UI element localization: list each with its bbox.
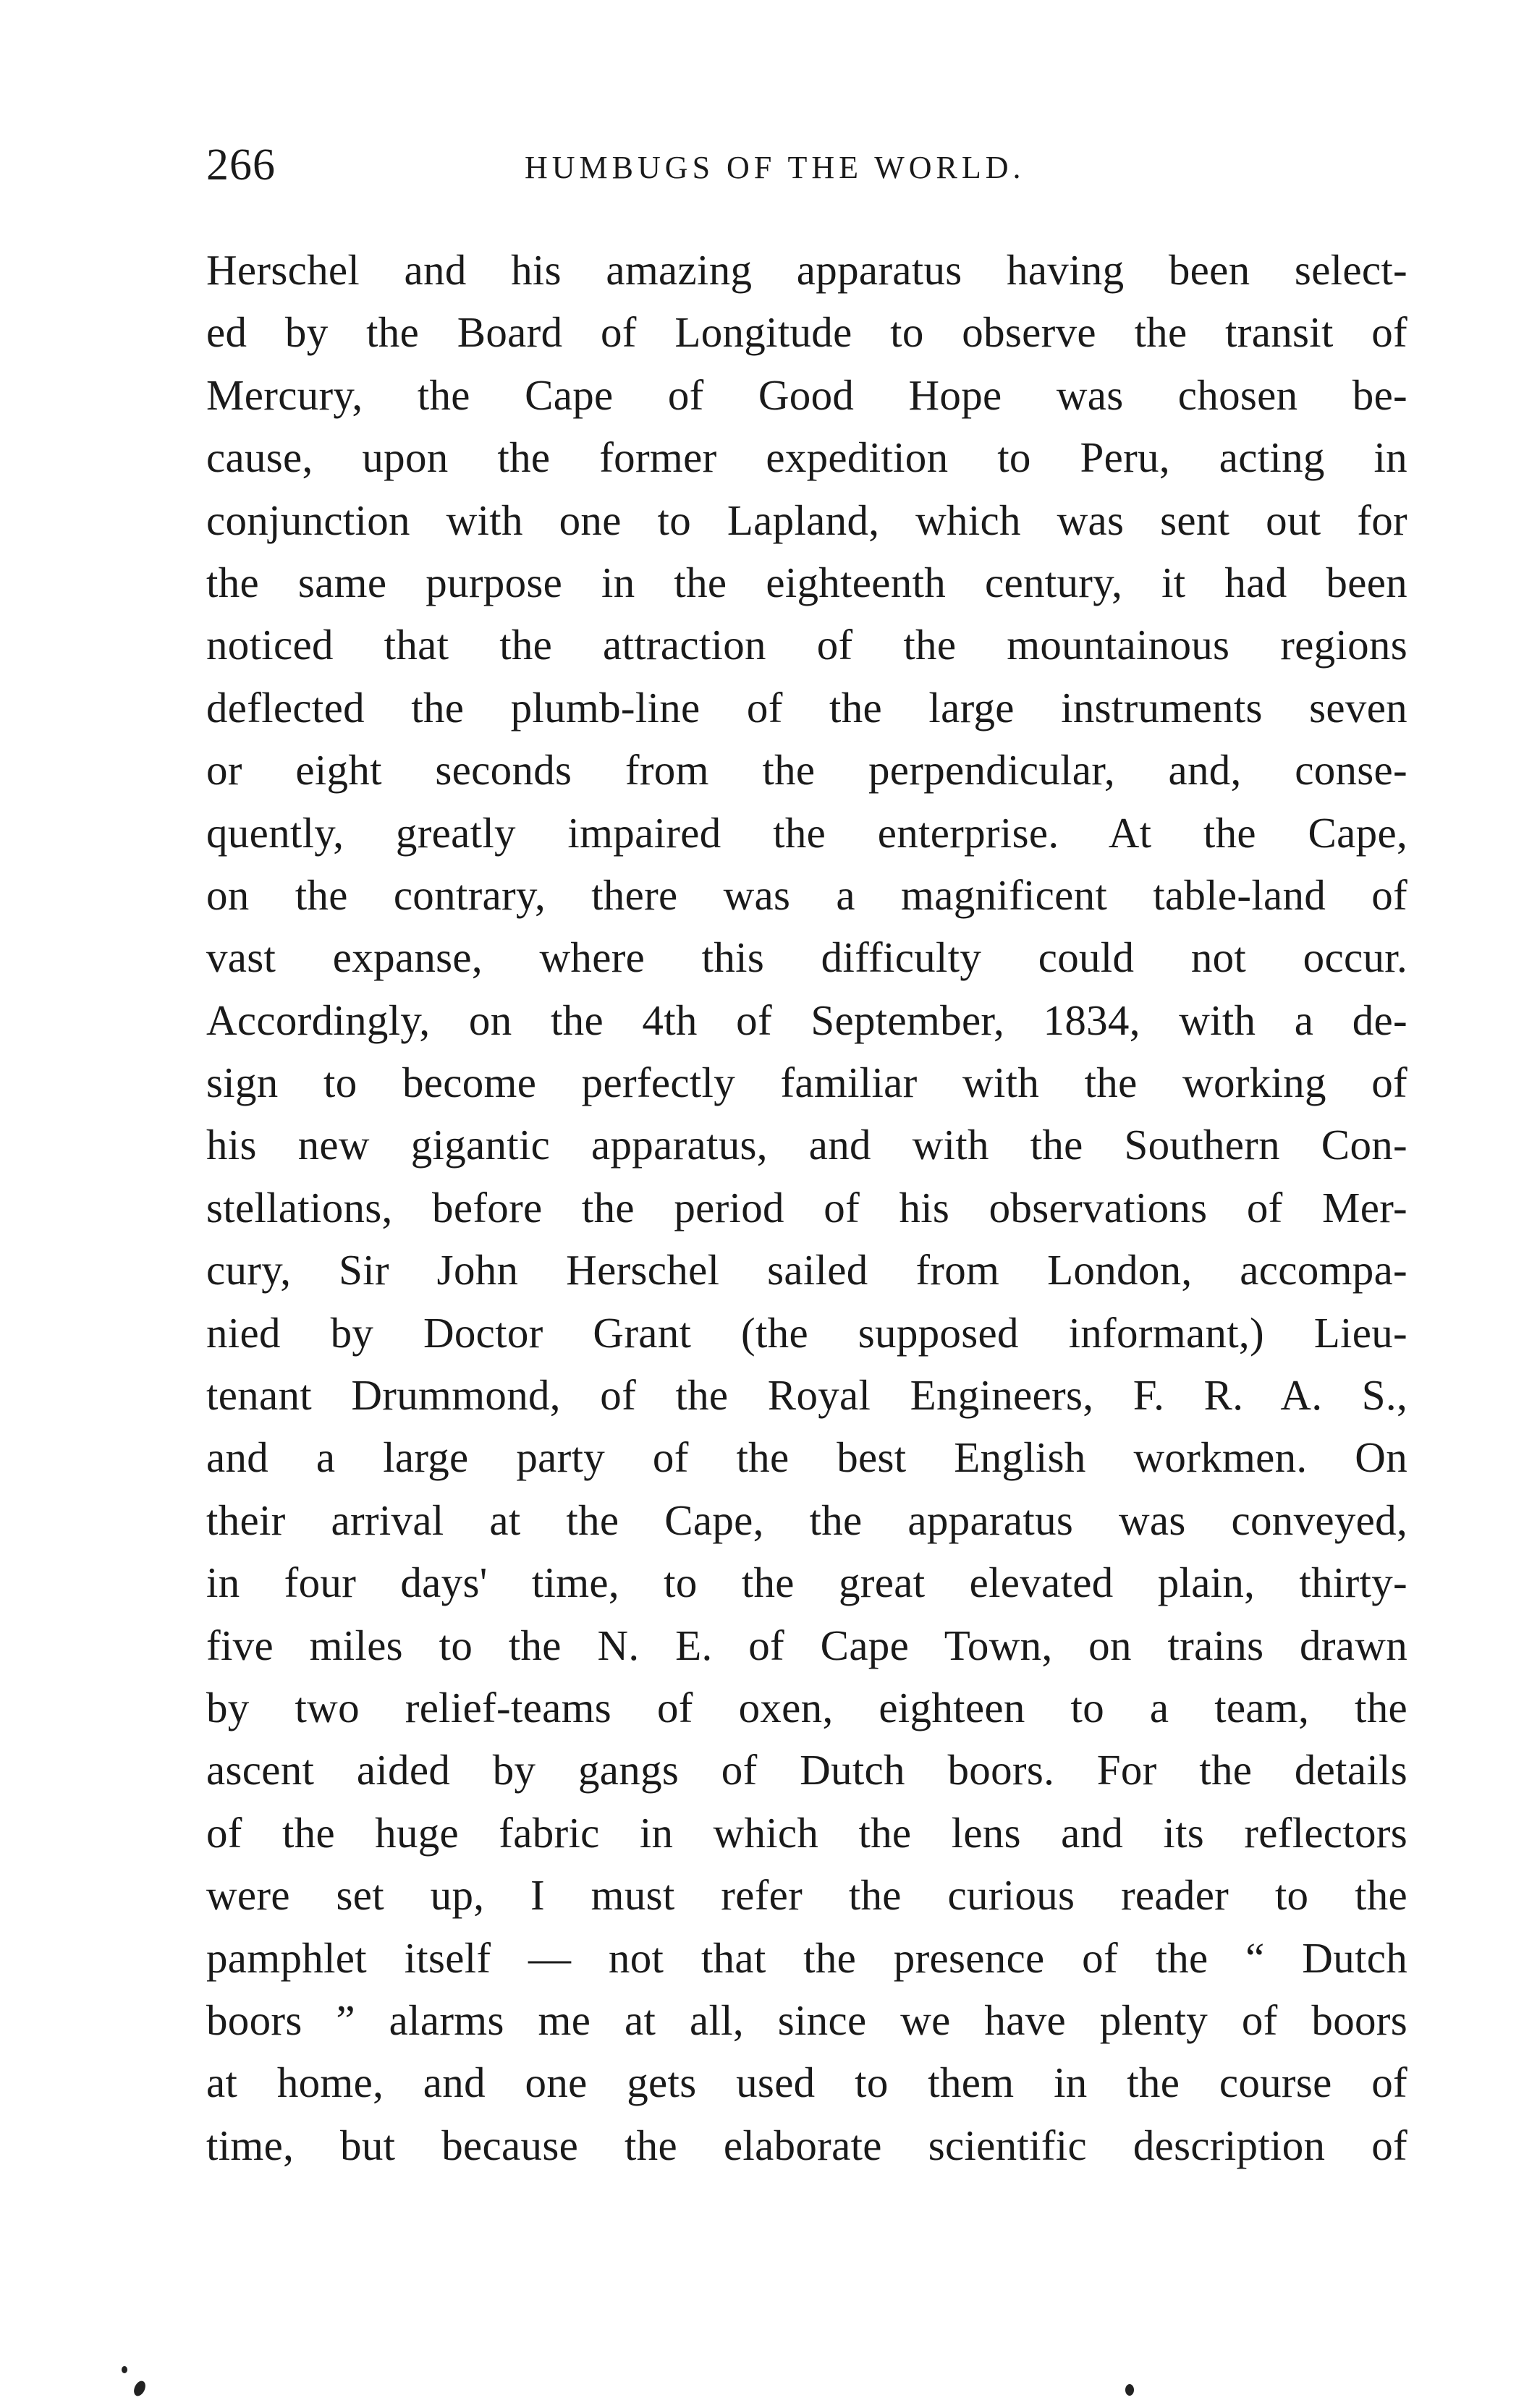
text-line: boors ” alarms me at all, since we have plenty of boors <box>206 1996 1407 2044</box>
ink-speck <box>1125 2384 1134 2396</box>
text-line: nied by Doctor Grant (the supposed informant,) Lieu- <box>206 1308 1407 1357</box>
text-line: ascent aided by gangs of Dutch boors. For the details <box>206 1746 1407 1794</box>
ink-speck <box>122 2366 127 2373</box>
text-line: were set up, I must refer the curious reader to the <box>206 1871 1407 1920</box>
text-line: Mercury, the Cape of Good Hope was chosen be- <box>206 370 1407 419</box>
text-line: pamphlet itself — not that the presence of the “ Dutch <box>206 1933 1407 1982</box>
text-line: vast expanse, where this difficulty could not occur. <box>206 933 1407 982</box>
page-number: 266 <box>206 140 276 190</box>
text-line: cause, upon the former expedition to Peru, acting in <box>206 433 1407 482</box>
text-line: cury, Sir John Herschel sailed from London, accompa- <box>206 1246 1407 1294</box>
text-line: his new gigantic apparatus, and with the Southern Con- <box>206 1121 1407 1169</box>
text-line: or eight seconds from the perpendicular, and, conse- <box>206 746 1407 794</box>
text-line: time, but because the elaborate scientific description of <box>206 2121 1407 2169</box>
text-line: Herschel and his amazing apparatus having been select- <box>206 246 1407 294</box>
text-line: ed by the Board of Longitude to observe the transit of <box>206 308 1407 357</box>
text-line: the same purpose in the eighteenth century, it had been <box>206 558 1407 606</box>
text-line: quently, greatly impaired the enterprise. At the Cape, <box>206 808 1407 857</box>
text-line: sign to become perfectly familiar with the working of <box>206 1059 1407 1107</box>
text-line: tenant Drummond, of the Royal Engineers, F. R. A. S., <box>206 1371 1407 1420</box>
text-line: at home, and one gets used to them in the course of <box>206 2059 1407 2107</box>
ink-speck <box>132 2379 148 2398</box>
text-line: and a large party of the best English workmen. On <box>206 1433 1407 1482</box>
running-title: HUMBUGS OF THE WORLD. <box>525 150 1025 185</box>
body-text <box>206 239 1407 2176</box>
text-line: their arrival at the Cape, the apparatus was conveyed, <box>206 1496 1407 1544</box>
text-line: of the huge fabric in which the lens and its reflectors <box>206 1808 1407 1857</box>
running-head <box>206 136 1400 194</box>
text-line: on the contrary, there was a magnificent table-land of <box>206 870 1407 919</box>
text-line: in four days' time, to the great elevated plain, thirty- <box>206 1559 1407 1607</box>
text-line: stellations, before the period of his observations of Mer- <box>206 1183 1407 1231</box>
text-line: by two relief-teams of oxen, eighteen to a team, the <box>206 1683 1407 1731</box>
text-line: conjunction with one to Lapland, which was sent out for <box>206 496 1407 544</box>
text-line: Accordingly, on the 4th of September, 1834, with a de- <box>206 996 1407 1044</box>
text-line: deflected the plumb-line of the large instruments seven <box>206 683 1407 732</box>
text-line: five miles to the N. E. of Cape Town, on trains drawn <box>206 1621 1407 1669</box>
text-line: noticed that the attraction of the mountainous regions <box>206 621 1407 669</box>
